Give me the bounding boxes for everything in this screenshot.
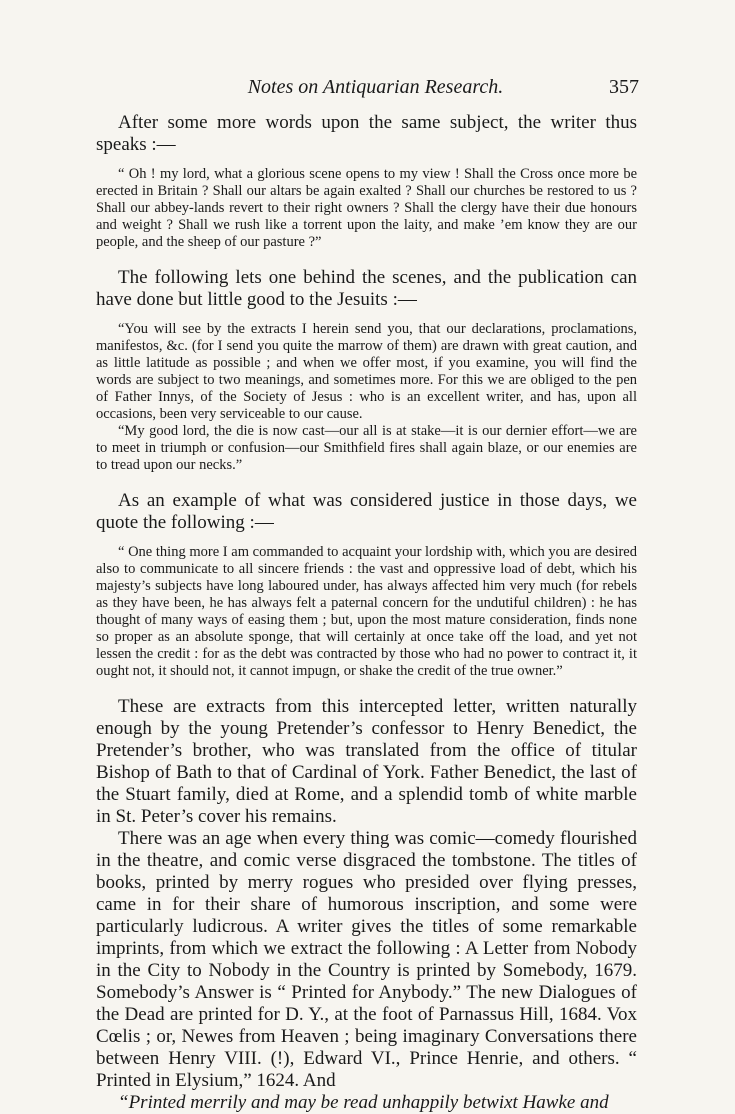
quote-block-1 bbox=[96, 166, 637, 251]
quote-block-2 bbox=[96, 321, 637, 474]
quote-2a: “You will see by the extracts I herein send you, that our declarations, proclamations, manifestos, &c. (for I send you quite the marrow of them) are drawn with great caution, and as little latitude as possible ; and when we offer most, if you examine, you will find the words are subject to two meanings, and sometimes more. For this we are obliged to the pen of Father Innys, of the Society of Jesus : who is an excellent writer, and has, upon all occasions, been very serviceable to our cause. bbox=[96, 321, 637, 422]
running-title: Notes on Antiquarian Research. bbox=[247, 76, 504, 98]
lead-paragraph-2: The following lets one behind the scenes, and the publication can have done but little good to the Jesuits :— bbox=[96, 267, 637, 310]
body-paragraph-2: There was an age when every thing was comic—comedy flourished in the theatre, and comic verse disgraced the tombstone. The titles of books, printed by merry rogues who presided over flying presses, came in for their share of humorous inscription, and some were particularly ludicrous. A writer gives the titles of some remarkable imprints, from which we extract the following : A Letter from Nobody in the City to Nobody in the Country is printed by Somebody, 1679. Somebody’s Answer is “ Printed for Anybody.” The new Dialogues of the Dead are printed for D. Y., at the foot of Parnassus Hill, 1684. Vox Cœlis ; or, Newes from Heaven ; being imaginary Conversations there between Henry VIII. (!), Edward VI., Prince Henrie, and others. “ Printed in Elysium,” 1624. And bbox=[96, 828, 637, 1091]
quote-block-3 bbox=[96, 544, 637, 680]
page-number: 357 bbox=[609, 76, 639, 98]
body-paragraph-1: These are extracts from this intercepted letter, written naturally enough by the young Pretender’s confessor to Henry Benedict, the Pretender’s brother, who was translated from the office of titular Bishop of Bath to that of Cardinal of York. Father Benedict, the last of the Stuart family, died at Rome, and a splendid tomb of white marble in St. Peter’s cover his remains. bbox=[96, 696, 637, 827]
lead-paragraph-1: After some more words upon the same subject, the writer thus speaks :— bbox=[96, 112, 637, 155]
lead-paragraph-3: As an example of what was considered justice in those days, we quote the following :— bbox=[96, 490, 637, 533]
running-header bbox=[112, 76, 639, 104]
quote-2b: “My good lord, the die is now cast—our all is at stake—it is our dernier effort—we are to meet in triumph or confusion—our Smithfield fires shall again blaze, or our enemies are to tread upon our necks.” bbox=[96, 423, 637, 473]
body-paragraph-2-continuation: “Printed merrily and may be read unhappily betwixt Hawke and bbox=[118, 1092, 609, 1113]
page-body bbox=[96, 112, 637, 1114]
quote-1: “ Oh ! my lord, what a glorious scene opens to my view ! Shall the Cross once more be erected in Britain ? Shall our altars be again exalted ? Shall our churches be restored to us ? Shall our abbey-lands revert to their right owners ? Shall the clergy have their due honours and weight ? Shall we rush like a torrent upon the laity, and make ’em know they are our people, and the sheep of our pasture ?” bbox=[96, 166, 637, 250]
quote-3: “ One thing more I am commanded to acquaint your lordship with, which you are desired also to communicate to all sincere friends : the vast and oppressive load of debt, which his majesty’s subjects have long laboured under, has always affected him very much (for rebels as they have been, he has always felt a paternal concern for the undutiful children) : he has thought of many ways of easing them ; but, upon the most mature consideration, finds none so proper as an absolute sponge, that will certainly at once take off the load, and yet not lessen the credit : for as the debt was contracted by those who had no power to contract it, it ought not, it should not, it cannot impugn, or shake the credit of the true owner.” bbox=[96, 544, 637, 679]
